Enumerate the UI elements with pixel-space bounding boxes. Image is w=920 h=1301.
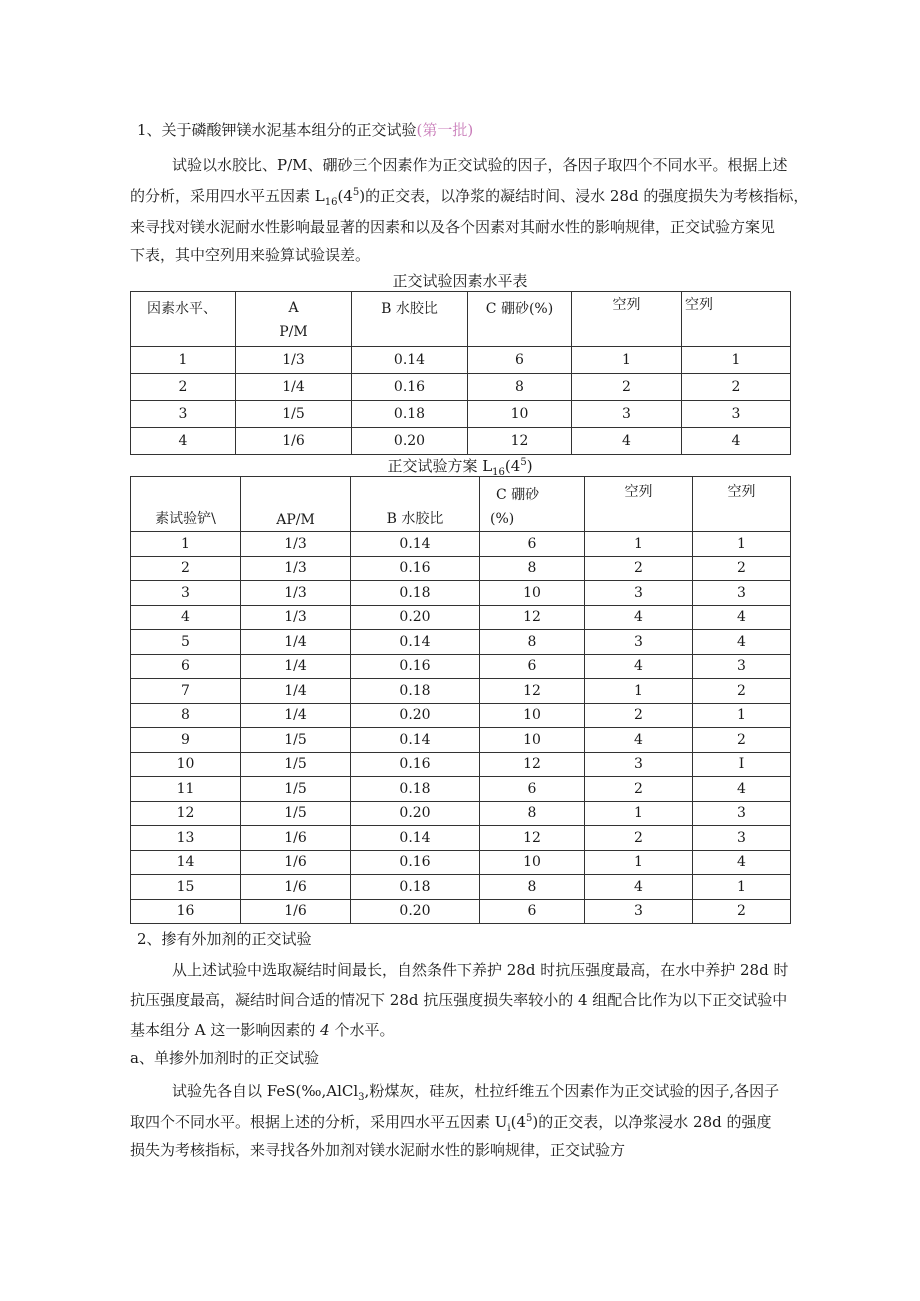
table-header-row [131, 477, 791, 532]
section-1-title: 1、关于磷酸钾镁水泥基本组分的正交试验 [137, 121, 417, 139]
table-cell: 4 [693, 630, 791, 655]
table-cell: 4 [585, 654, 693, 679]
table-cell: 0.14 [351, 630, 480, 655]
table-cell: 2 [693, 728, 791, 753]
section-2-heading: 2、掺有外加剂的正交试验 [137, 930, 312, 948]
table-cell: 2 [693, 679, 791, 704]
table-cell: 6 [480, 777, 585, 802]
table-cell: 1 [131, 532, 241, 557]
table-cell: 12 [480, 679, 585, 704]
table-cell: 7 [131, 679, 241, 704]
table-row [131, 875, 791, 900]
table-row [131, 801, 791, 826]
paragraph-line: 抗压强度最高，凝结时间合适的情况下 28d 抗压强度损失率较小的 4 组配合比作为以下正交试验中 [130, 991, 788, 1009]
table-row [131, 679, 791, 704]
table-cell: 1/5 [241, 728, 351, 753]
table-cell: 4 [585, 605, 693, 630]
table-cell: 2 [693, 556, 791, 581]
table-cell: 1/4 [241, 654, 351, 679]
table-cell: 4 [585, 875, 693, 900]
table-cell: 13 [131, 826, 241, 851]
header-cell: B 水胶比 [352, 292, 468, 347]
table-cell: 3 [693, 826, 791, 851]
table-cell: 1/3 [241, 556, 351, 581]
header-cell: 空列 [693, 477, 791, 532]
table-cell: 1 [693, 703, 791, 728]
table-cell: 3 [585, 581, 693, 606]
table-cell: 1 [693, 532, 791, 557]
table-header-row [131, 292, 791, 347]
table-cell: 12 [480, 752, 585, 777]
table-cell: 0.20 [351, 801, 480, 826]
table-cell: 6 [480, 899, 585, 924]
table-cell: 0.16 [351, 556, 480, 581]
paragraph-line: 来寻找对镁水泥耐水性影响最显著的因素和以及各个因素对其耐水性的影响规律，正交试验方案见 [130, 218, 776, 236]
table-cell: 10 [480, 728, 585, 753]
table-cell: 6 [480, 654, 585, 679]
table-row [131, 605, 791, 630]
table-cell: 1/4 [241, 679, 351, 704]
table-row [131, 850, 791, 875]
section-1-heading [137, 120, 473, 140]
table-cell: 0.16 [351, 654, 480, 679]
table-row [131, 826, 791, 851]
table-cell: 4 [131, 605, 241, 630]
table-cell: 0.14 [351, 826, 480, 851]
table-cell: 15 [131, 875, 241, 900]
table-cell: 1/6 [241, 875, 351, 900]
paragraph-line: 基本组分 A 这一影响因素的 4 个水平。 [130, 1021, 395, 1039]
header-cell: C 硼砂 (%) [480, 477, 585, 532]
table-cell: 2 [693, 899, 791, 924]
table-row: 1 1/3 0.14 6 1 1 [131, 347, 791, 374]
header-cell: 空列 [572, 292, 682, 347]
table-cell: 1/3 [241, 532, 351, 557]
table-cell: 1 [693, 875, 791, 900]
table-row: 2 1/4 0.16 8 2 2 [131, 374, 791, 401]
header-cell: C 硼砂(%) [468, 292, 572, 347]
table-cell: 10 [480, 850, 585, 875]
table-cell: 12 [131, 801, 241, 826]
table-cell: 0.16 [351, 850, 480, 875]
header-cell: 素试验铲\ [131, 477, 241, 532]
table-cell: 2 [131, 556, 241, 581]
table-cell: 0.20 [351, 605, 480, 630]
table-cell: 3 [693, 654, 791, 679]
table-row [131, 581, 791, 606]
table-cell: 10 [480, 703, 585, 728]
table-cell: 0.20 [351, 703, 480, 728]
table-cell: 4 [585, 728, 693, 753]
table-row: 3 1/5 0.18 10 3 3 [131, 401, 791, 428]
table-cell: 12 [480, 605, 585, 630]
table-cell: 0.18 [351, 777, 480, 802]
table-cell: 2 [585, 556, 693, 581]
table-cell: 1/5 [241, 752, 351, 777]
table-cell: 0.16 [351, 752, 480, 777]
table-row [131, 556, 791, 581]
paragraph-line: 试验以水胶比、P/M、硼砂三个因素作为正交试验的因子，各因子取四个不同水平。根据上述 [172, 156, 788, 174]
table-cell: 1/6 [241, 899, 351, 924]
table-2-body [131, 532, 791, 924]
table-cell: 8 [480, 875, 585, 900]
table-cell: 3 [585, 899, 693, 924]
paragraph-line: 的分析，采用四水平五因素 $L_{16}(4^5)$的正交表，以净浆的凝结时间、浸水 28d 的强度损失为考核指标， [130, 187, 809, 208]
table-cell: 1 [585, 532, 693, 557]
table-cell: 3 [585, 630, 693, 655]
table-cell: 1/4 [241, 630, 351, 655]
header-cell: B 水胶比 [351, 477, 480, 532]
table-cell: 12 [480, 826, 585, 851]
table-cell: 1/3 [241, 581, 351, 606]
table-cell: 3 [585, 752, 693, 777]
table-cell: 16 [131, 899, 241, 924]
table-row [131, 532, 791, 557]
section-1-note: (第一批) [416, 121, 474, 139]
table-cell: 0.14 [351, 532, 480, 557]
header-cell: 空列 [682, 292, 791, 347]
paragraph-line: 损失为考核指标，来寻找各外加剂对镁水泥耐水性的影响规律，正交试验方 [130, 1141, 626, 1159]
table-row [131, 654, 791, 679]
table-cell: 1 [585, 801, 693, 826]
paragraph-line: 取四个不同水平。根据上述的分析，采用四水平五因素 $U_i(4^5)$的正交表，以净浆浸水 28d 的强度 [130, 1113, 772, 1134]
table-cell: 8 [480, 556, 585, 581]
table-cell: 8 [480, 630, 585, 655]
table-cell: 3 [693, 801, 791, 826]
table-cell: 8 [131, 703, 241, 728]
table-cell: 9 [131, 728, 241, 753]
table-row: 4 1/6 0.20 12 4 4 [131, 428, 791, 455]
table-cell: 3 [131, 581, 241, 606]
table-cell: 1/4 [241, 703, 351, 728]
table-cell: I [693, 752, 791, 777]
table-cell: 0.18 [351, 679, 480, 704]
table-cell: 1 [585, 679, 693, 704]
table-2-caption: 正交试验方案 $L_{16}(4^5)$ [387, 457, 533, 478]
table-cell: 8 [480, 801, 585, 826]
table-cell: 6 [131, 654, 241, 679]
table-1-caption: 正交试验因素水平表 [392, 272, 528, 290]
table-cell: 4 [693, 850, 791, 875]
table-cell: 4 [693, 605, 791, 630]
section-a-heading: a、单掺外加剂时的正交试验 [130, 1049, 319, 1067]
table-cell: 1/6 [241, 850, 351, 875]
table-cell: 2 [585, 703, 693, 728]
table-cell: 2 [585, 777, 693, 802]
table-cell: 0.18 [351, 875, 480, 900]
header-cell: 空列 [585, 477, 693, 532]
table-cell: 1/3 [241, 605, 351, 630]
table-row [131, 728, 791, 753]
paragraph-line: 从上述试验中选取凝结时间最长，自然条件下养护 28d 时抗压强度最高，在水中养护 28d 时 [172, 961, 789, 979]
table-cell: 0.18 [351, 581, 480, 606]
table-row [131, 630, 791, 655]
table-cell: 10 [480, 581, 585, 606]
table-cell: 3 [693, 581, 791, 606]
table-row [131, 899, 791, 924]
table-cell: 0.14 [351, 728, 480, 753]
table-row [131, 752, 791, 777]
orthogonal-scheme-table [130, 476, 791, 924]
table-cell: 4 [693, 777, 791, 802]
table-row [131, 777, 791, 802]
header-cell: A P/M [236, 292, 352, 347]
table-row [131, 703, 791, 728]
table-cell: 14 [131, 850, 241, 875]
table-cell: 1/5 [241, 777, 351, 802]
table-cell: 1 [585, 850, 693, 875]
header-cell: AP/M [241, 477, 351, 532]
table-cell: 1/6 [241, 826, 351, 851]
paragraph-line: 下表，其中空列用来验算试验误差。 [130, 246, 371, 264]
factor-level-table [130, 291, 791, 455]
table-cell: 2 [585, 826, 693, 851]
header-cell: 因素水平、 [131, 292, 236, 347]
table-cell: 0.20 [351, 899, 480, 924]
table-cell: 11 [131, 777, 241, 802]
table-cell: 1/5 [241, 801, 351, 826]
table-cell: 5 [131, 630, 241, 655]
table-cell: 6 [480, 532, 585, 557]
table-cell: 10 [131, 752, 241, 777]
paragraph-line: 试验先各自以 FeS(‰,AlCl$_3$,粉煤灰，硅灰，杜拉纤维五个因素作为正交试验的因子,各因子 [172, 1082, 780, 1103]
